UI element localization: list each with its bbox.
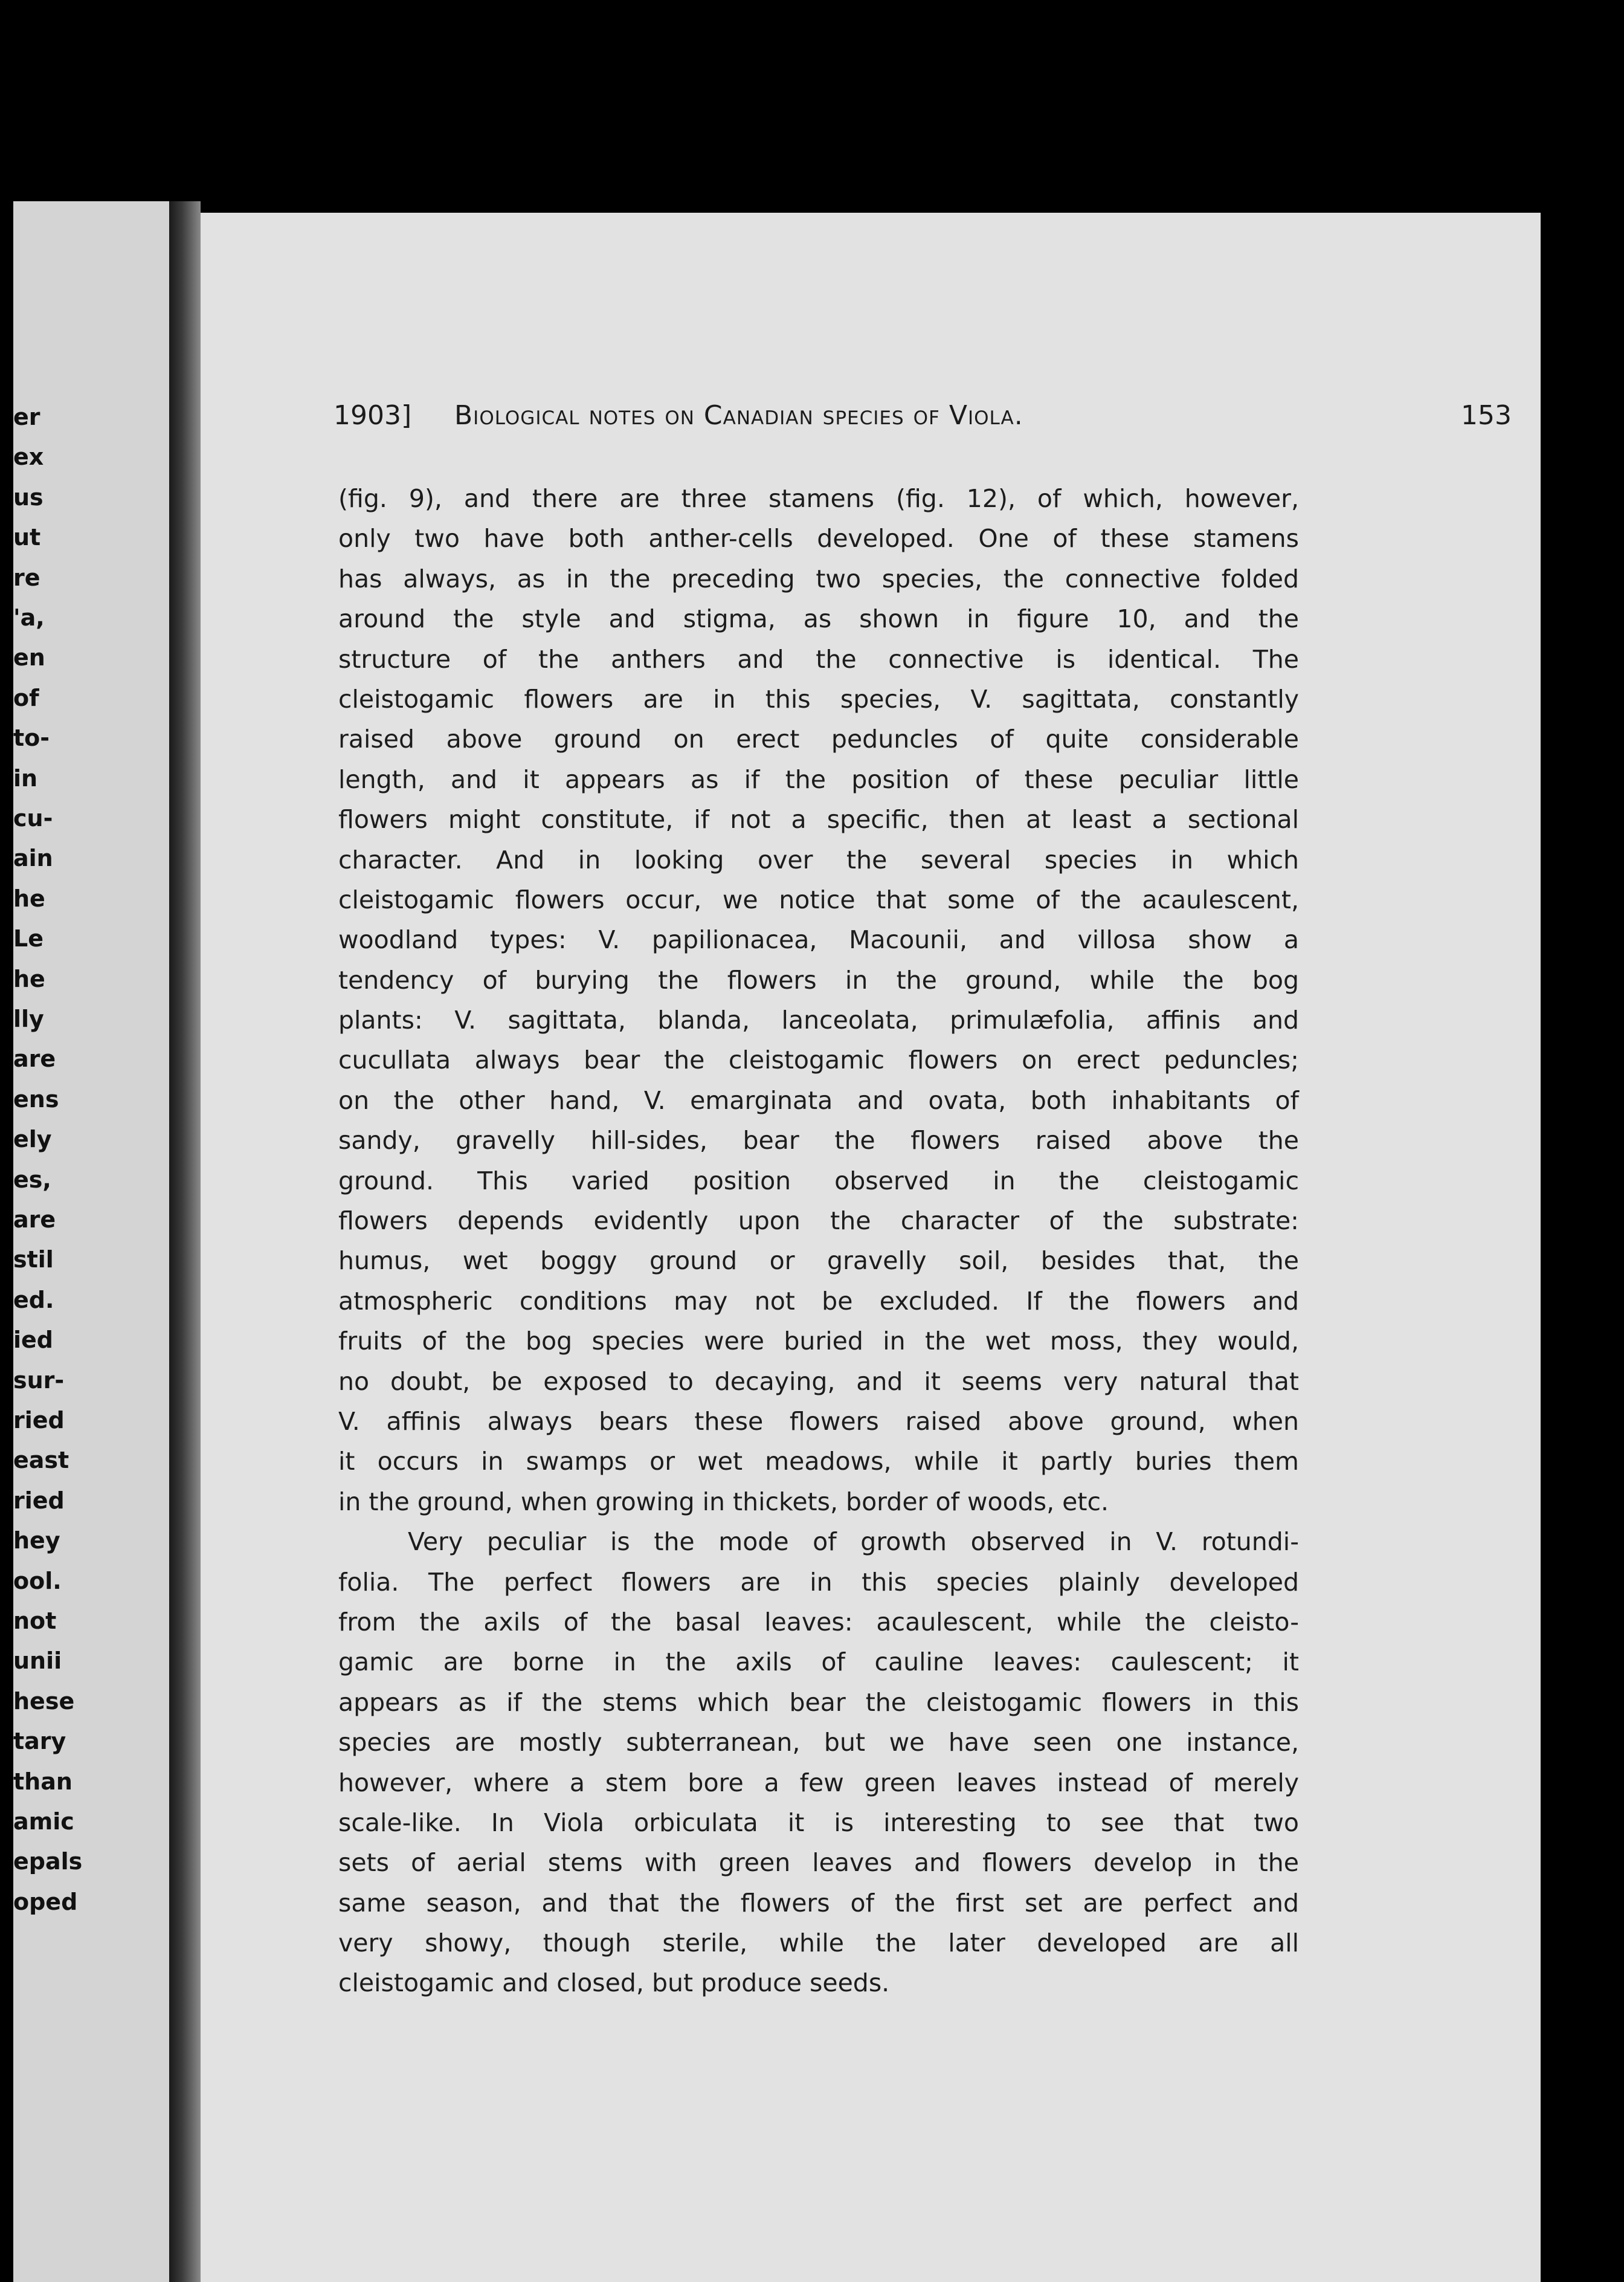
text-line: same season, and that the flowers of the first set are perfect and xyxy=(338,1888,1299,1918)
previous-page-fragment: en xyxy=(13,644,45,671)
text-line: structure of the anthers and the connective is identical. The xyxy=(338,644,1299,674)
previous-page-edge xyxy=(13,201,169,2282)
previous-page-fragment: ed. xyxy=(13,1286,54,1313)
text-line: however, where a stem bore a few green leaves instead of merely xyxy=(338,1768,1299,1797)
previous-page-fragment: hey xyxy=(13,1527,60,1554)
previous-page-fragment: cu- xyxy=(13,805,53,832)
text-line: woodland types: V. papilionacea, Macounii, and villosa show a xyxy=(338,925,1299,955)
previous-page-fragment: are xyxy=(13,1046,56,1073)
previous-page-fragment: amic xyxy=(13,1808,74,1835)
previous-page-fragment: unii xyxy=(13,1647,62,1675)
text-line: from the axils of the basal leaves: acaulescent, while the cleisto- xyxy=(338,1607,1299,1637)
previous-page-fragment: ens xyxy=(13,1085,59,1113)
text-line: Very peculiar is the mode of growth observed in V. rotundi- xyxy=(408,1527,1299,1557)
previous-page-fragment: in xyxy=(13,764,38,792)
previous-page-fragment: ried xyxy=(13,1407,65,1434)
text-line: around the style and stigma, as shown in figure 10, and the xyxy=(338,604,1299,634)
text-line: species are mostly subterranean, but we have seen one instance, xyxy=(338,1728,1299,1757)
previous-page-fragment: not xyxy=(13,1608,57,1634)
previous-page-fragment: ried xyxy=(13,1487,65,1514)
previous-page-fragment: are xyxy=(13,1206,56,1233)
previous-page-fragment: oped xyxy=(13,1888,78,1915)
text-line: flowers depends evidently upon the character of the substrate: xyxy=(338,1206,1299,1236)
previous-page-fragment: Le xyxy=(13,925,44,952)
text-line: plants: V. sagittata, blanda, lanceolata, primulæfolia, affinis and xyxy=(338,1006,1299,1035)
text-line: gamic are borne in the axils of cauline leaves: caulescent; it xyxy=(338,1647,1299,1677)
text-line: tendency of burying the flowers in the ground, while the bog xyxy=(338,965,1299,995)
previous-page-fragment: re xyxy=(13,564,40,591)
page-number: 153 xyxy=(1461,400,1512,431)
text-line: has always, as in the preceding two species, the connective folded xyxy=(338,564,1299,593)
previous-page-fragment: lly xyxy=(13,1006,44,1032)
text-line: appears as if the stems which bear the cleistogamic flowers in this xyxy=(338,1687,1299,1717)
text-line: ground. This varied position observed in the cleistogamic xyxy=(338,1166,1299,1195)
previous-page-fragment: hese xyxy=(13,1687,75,1715)
text-line: only two have both anther-cells developed. One of these stamens xyxy=(338,524,1299,554)
header-year: 1903] xyxy=(334,400,412,431)
previous-page-fragment: ool. xyxy=(13,1567,62,1594)
previous-page-fragment: sur- xyxy=(13,1366,65,1394)
previous-page-fragment: ut xyxy=(13,524,41,551)
text-line: scale-like. In Viola orbiculata it is interesting to see that two xyxy=(338,1808,1299,1837)
previous-page-fragment: tary xyxy=(13,1728,66,1755)
body-text xyxy=(338,479,1299,2003)
header-title: Biological notes on Canadian species of Viola. xyxy=(454,400,1023,431)
previous-page-fragment: he xyxy=(13,965,45,992)
text-line: no doubt, be exposed to decaying, and it seems very natural that xyxy=(338,1366,1299,1396)
book-gutter xyxy=(169,201,201,2282)
text-line: flowers might constitute, if not a specific, then at least a sectional xyxy=(338,805,1299,835)
text-line: it occurs in swamps or wet meadows, while it partly buries them xyxy=(338,1447,1299,1476)
previous-page-fragment: than xyxy=(13,1768,72,1795)
text-line: cleistogamic flowers are in this species, V. sagittata, constantly xyxy=(338,684,1299,714)
previous-page-fragment: er xyxy=(13,404,40,430)
previous-page-fragment: 'a, xyxy=(13,604,45,631)
previous-page-fragment: ain xyxy=(13,845,53,872)
previous-page-fragment: ex xyxy=(13,444,44,471)
text-line: cleistogamic flowers occur, we notice that some of the acaulescent, xyxy=(338,885,1299,914)
previous-page-fragment: ely xyxy=(13,1126,52,1153)
text-line: (fig. 9), and there are three stamens (fig. 12), of which, however, xyxy=(338,484,1299,513)
text-line: sets of aerial stems with green leaves and flowers develop in the xyxy=(338,1848,1299,1878)
text-line: character. And in looking over the several species in which xyxy=(338,845,1299,874)
text-line: cleistogamic and closed, but produce seeds. xyxy=(338,1968,890,1998)
previous-page-fragment: es, xyxy=(13,1166,51,1193)
text-line: fruits of the bog species were buried in the wet moss, they would, xyxy=(338,1327,1299,1356)
previous-page-fragment: ied xyxy=(13,1327,53,1354)
running-header xyxy=(334,400,1512,436)
text-line: cucullata always bear the cleistogamic flowers on erect peduncles; xyxy=(338,1046,1299,1075)
text-line: on the other hand, V. emarginata and ovata, both inhabitants of xyxy=(338,1085,1299,1115)
text-line: humus, wet boggy ground or gravelly soil, besides that, the xyxy=(338,1246,1299,1276)
previous-page-fragment: to- xyxy=(13,725,50,752)
text-line: very showy, though sterile, while the later developed are all xyxy=(338,1928,1299,1958)
previous-page-fragment: epals xyxy=(13,1848,83,1875)
previous-page-fragment: of xyxy=(13,684,39,711)
text-line: atmospheric conditions may not be excluded. If the flowers and xyxy=(338,1286,1299,1316)
text-line: raised above ground on erect peduncles of quite considerable xyxy=(338,725,1299,754)
previous-page-fragment: us xyxy=(13,483,44,511)
text-line: in the ground, when growing in thickets, border of woods, etc. xyxy=(338,1487,1109,1516)
text-line: sandy, gravelly hill-sides, bear the flowers raised above the xyxy=(338,1126,1299,1156)
previous-page-fragment: east xyxy=(13,1447,69,1474)
text-line: length, and it appears as if the position of these peculiar little xyxy=(338,764,1299,794)
text-line: folia. The perfect flowers are in this species plainly developed xyxy=(338,1567,1299,1597)
text-line: V. affinis always bears these flowers raised above ground, when xyxy=(338,1406,1299,1436)
book-page xyxy=(201,213,1541,2282)
previous-page-fragment: stil xyxy=(13,1246,54,1273)
previous-page-fragment: he xyxy=(13,885,45,912)
